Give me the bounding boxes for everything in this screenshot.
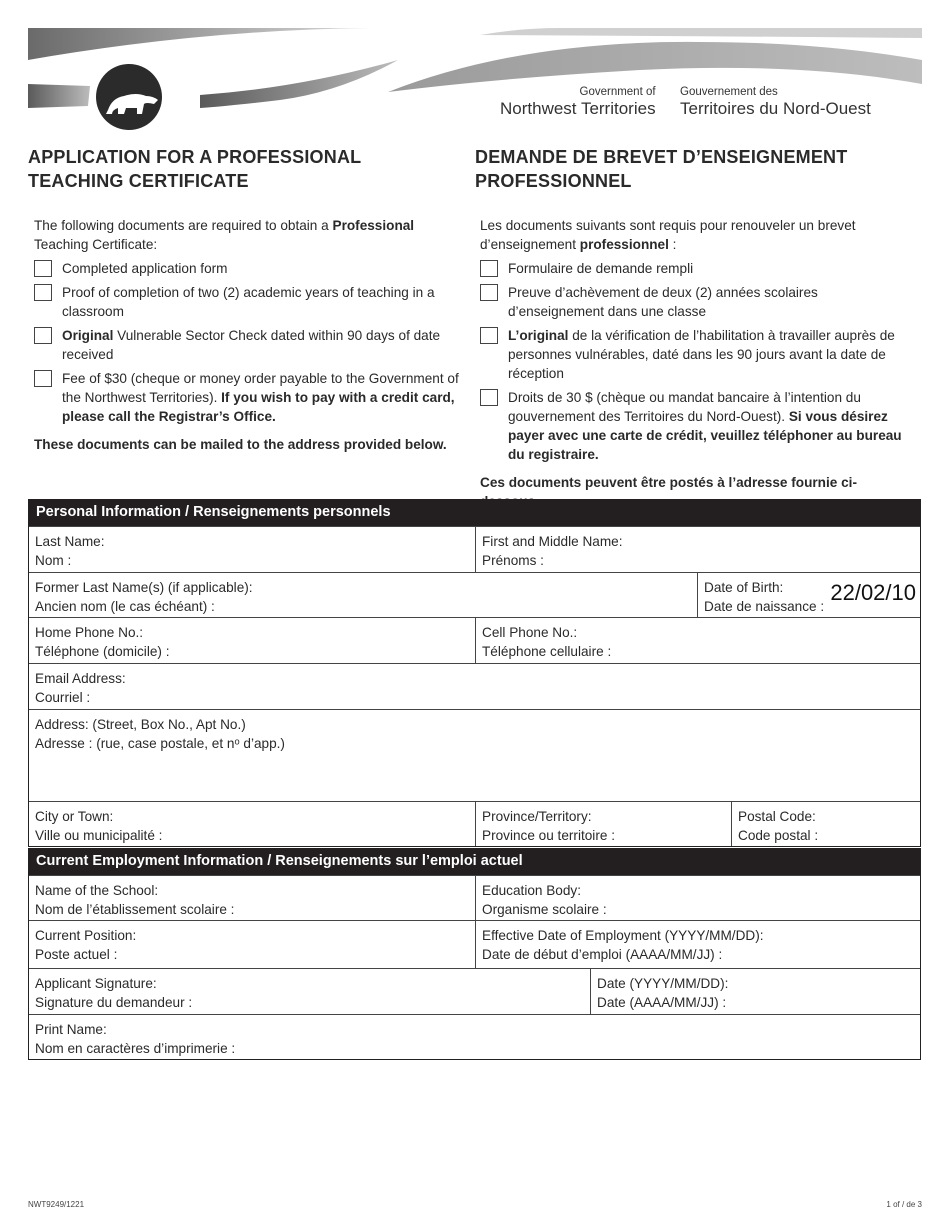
checklist-item: Fee of $30 (cheque or money order payable to the Government of the Northwest Territories). If you wish to pay with a credit card, please call the Registrar’s Office. <box>34 369 464 426</box>
last-name-field[interactable]: Last Name: Nom : <box>35 534 105 568</box>
email-field[interactable]: Email Address: Courriel : <box>35 671 126 705</box>
current-position-field[interactable]: Current Position: Poste actuel : <box>35 928 137 962</box>
checkbox[interactable] <box>34 260 52 277</box>
checkbox[interactable] <box>480 284 498 301</box>
email-row <box>29 663 920 709</box>
cell-phone-field[interactable]: Cell Phone No.: Téléphone cellulaire : <box>475 618 920 663</box>
address-row <box>29 709 920 801</box>
date-of-birth-value: 22/02/10 <box>830 580 916 605</box>
signature-field[interactable]: Applicant Signature: Signature du demandeur : <box>35 976 193 1010</box>
signature-date-field[interactable]: Date (YYYY/MM/DD): Date (AAAA/MM/JJ) : <box>590 969 920 1014</box>
city-row <box>29 801 920 846</box>
print-name-row <box>29 1014 920 1059</box>
address-field[interactable]: Address: (Street, Box No., Apt No.) Adresse : (rue, case postale, et nᵒ d’app.) <box>35 717 285 751</box>
checklist-item: Droits de 30 $ (chèque ou mandat bancaire à l’intention du gouvernement des Territoires du Nord-Ouest). Si vous désirez payer avec une carte de crédit, veuillez téléphoner au bureau du registraire. <box>480 388 908 464</box>
personal-info-section <box>28 499 921 847</box>
gov-fr-small: Gouvernement des <box>680 86 778 98</box>
checklist-item: Formulaire de demande rempli <box>480 259 908 278</box>
government-name-fr <box>680 86 871 119</box>
former-name-field[interactable]: Former Last Name(s) (if applicable): Ancien nom (le cas échéant) : <box>35 580 253 614</box>
requirements-fr <box>480 216 908 511</box>
checkbox[interactable] <box>34 284 52 301</box>
effective-date-field[interactable]: Effective Date of Employment (YYYY/MM/DD): Date de début d’emploi (AAAA/MM/JJ) : <box>475 921 920 968</box>
first-name-field[interactable]: First and Middle Name: Prénoms : <box>475 527 920 572</box>
form-code: NWT9249/1221 <box>28 1200 85 1209</box>
checklist-item: Proof of completion of two (2) academic years of teaching in a classroom <box>34 283 464 321</box>
city-field[interactable]: City or Town: Ville ou municipalité : <box>35 809 163 843</box>
section-heading: Current Employment Information / Renseignements sur l’emploi actuel <box>29 848 920 875</box>
print-name-field[interactable]: Print Name: Nom en caractères d’imprimerie : <box>35 1022 236 1056</box>
checkbox[interactable] <box>34 370 52 387</box>
school-row <box>29 875 920 920</box>
education-body-field[interactable]: Education Body: Organisme scolaire : <box>475 876 920 920</box>
checklist-item: Completed application form <box>34 259 464 278</box>
name-row <box>29 526 920 572</box>
mail-note-en: These documents can be mailed to the address provided below. <box>34 437 447 452</box>
form-title-en: APPLICATION FOR A PROFESSIONAL TEACHING CERTIFICATE <box>28 147 362 191</box>
polar-bear-logo <box>96 64 162 130</box>
checklist-item: L’original de la vérification de l’habilitation à travailler auprès de personnes vulnérables, daté dans les 90 jours avant la date de réception <box>480 326 908 383</box>
checkbox[interactable] <box>480 260 498 277</box>
former-name-row <box>29 572 920 617</box>
position-row <box>29 920 920 968</box>
checkbox[interactable] <box>480 389 498 406</box>
date-of-birth-field[interactable]: Date of Birth: Date de naissance : 22/02/10 <box>697 573 920 617</box>
mail-note-fr: Ces documents peuvent être postés à l’adresse fournie ci- <box>480 475 857 490</box>
form-title-fr: DEMANDE DE BREVET D’ENSEIGNEMENT PROFESSIONNEL <box>475 147 848 191</box>
postal-code-field[interactable]: Postal Code: Code postal : <box>731 802 920 846</box>
checklist-item: Preuve d’achèvement de deux (2) années scolaires d’enseignement dans une classe <box>480 283 908 321</box>
school-name-field[interactable]: Name of the School: Nom de l’établissement scolaire : <box>35 883 235 917</box>
gov-en-small: Government of <box>579 86 656 98</box>
requirements-en <box>34 216 464 454</box>
checklist-item: Original Vulnerable Sector Check dated within 90 days of date received <box>34 326 464 364</box>
checkbox[interactable] <box>34 327 52 344</box>
section-heading: Personal Information / Renseignements personnels <box>29 499 920 526</box>
home-phone-field[interactable]: Home Phone No.: Téléphone (domicile) : <box>35 625 170 659</box>
phone-row <box>29 617 920 663</box>
gov-en-big: Northwest Territories <box>500 99 656 118</box>
requirements-intro-en: The following documents are required to obtain a Professional Teaching Certificate: <box>34 218 415 252</box>
province-field[interactable]: Province/Territory: Province ou territoire : <box>475 802 731 846</box>
employment-section <box>28 848 921 1060</box>
government-name-en <box>500 86 656 119</box>
page-number: 1 of / de 3 <box>886 1200 922 1209</box>
gov-fr-big: Territoires du Nord-Ouest <box>680 99 871 118</box>
checkbox[interactable] <box>480 327 498 344</box>
signature-row <box>29 968 920 1014</box>
requirements-intro-fr: Les documents suivants sont requis pour renouveler un brevet d’enseignement professionnel : <box>480 218 856 252</box>
